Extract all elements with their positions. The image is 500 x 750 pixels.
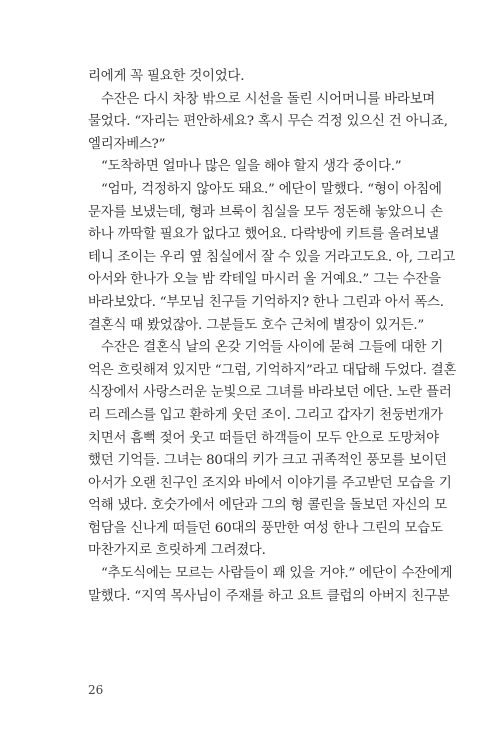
text-line: 테니 조이는 우리 옆 침실에서 잘 수 있을 거라고도요. 아, 그리고 bbox=[88, 249, 456, 265]
text-line: “도착하면 얼마나 많은 일을 해야 할지 생각 중이다.” bbox=[101, 159, 402, 175]
text-line: 아서가 오랜 친구인 조지와 바에서 이야기를 주고받던 모습을 기 bbox=[88, 475, 452, 491]
text-line: 억은 흐릿해져 있지만 “그럼, 기억하지”라고 대답해 두었다. 결혼 bbox=[88, 362, 457, 378]
text-line: 수잔은 다시 차창 밖으로 시선을 돌린 시어머니를 바라보며 bbox=[101, 91, 436, 107]
text-line: 리에게 꼭 필요한 것이었다. bbox=[88, 69, 245, 84]
text-line: 험담을 신나게 떠들던 60대의 풍만한 여성 한나 그린의 모습도 bbox=[88, 520, 443, 536]
text-line: 치면서 흠뻑 젖어 웃고 떠들던 하객들이 모두 안으로 도망쳐야 bbox=[88, 430, 439, 446]
body-text bbox=[88, 66, 457, 608]
text-line: 식장에서 사랑스러운 눈빛으로 그녀를 바라보던 에단. 노란 플러 bbox=[88, 385, 452, 401]
text-line: 말했다. “지역 목사님이 주재를 하고 요트 클럽의 아버지 친구분 bbox=[88, 588, 450, 604]
text-line: 하나 까딱할 필요가 없다고 했어요. 다락방에 키트를 올려보낼 bbox=[88, 227, 439, 243]
text-line: 아서와 한나가 오늘 밤 칵테일 마시러 올 거예요.” 그는 수잔을 bbox=[88, 272, 441, 288]
text-line: 결혼식 때 봤었잖아. 그분들도 호수 근처에 별장이 있거든.” bbox=[88, 317, 425, 333]
text-line: 문자를 보냈는데, 형과 브룩이 침실을 모두 정돈해 놓았으니 손 bbox=[88, 204, 443, 220]
text-line: 수잔은 결혼식 날의 온갖 기억들 사이에 묻혀 그들에 대한 기 bbox=[101, 340, 444, 356]
text-line: 했던 기억들. 그녀는 80대의 키가 크고 귀족적인 풍모를 보이던 bbox=[88, 453, 447, 469]
page-number: 26 bbox=[88, 683, 104, 697]
text-line: 바라보았다. “부모님 친구들 기억하지? 한나 그린과 아서 폭스. bbox=[88, 294, 444, 310]
text-line: 마찬가지로 흐릿하게 그려졌다. bbox=[88, 543, 266, 559]
text-line: “추도식에는 모르는 사람들이 꽤 있을 거야.” 에단이 수잔에게 bbox=[101, 566, 453, 582]
text-line: 물었다. “자리는 편안하세요? 혹시 무슨 걱정 있으신 건 아니죠, bbox=[88, 114, 448, 130]
text-line: 엘리자베스?” bbox=[88, 136, 166, 152]
text-line: 리 드레스를 입고 환하게 웃던 조이. 그리고 갑자기 천둥번개가 bbox=[88, 407, 443, 423]
text-line: 억해 냈다. 호숫가에서 에단과 그의 형 콜린을 돌보던 자신의 모 bbox=[88, 498, 447, 514]
text-line: “엄마, 걱정하지 않아도 돼요.” 에단이 말했다. “형이 아침에 bbox=[101, 181, 442, 197]
